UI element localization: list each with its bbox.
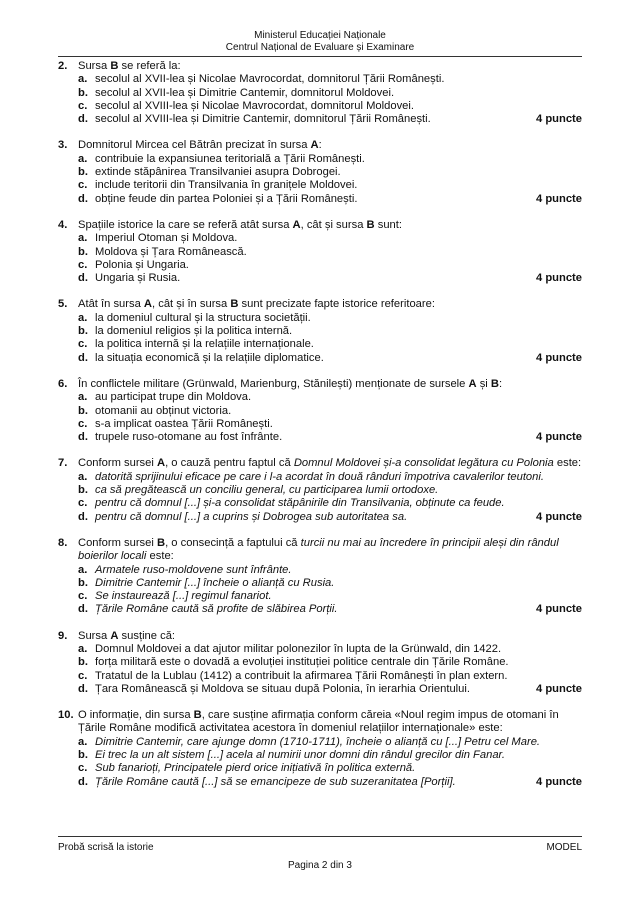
question-stem: [58, 457, 582, 470]
option-text: la domeniul religios și la politica internă.: [95, 325, 293, 338]
question-stem: [58, 60, 582, 73]
stem-segment: În conflictele militare (Grünwald, Marienburg, Stănilești) menționate de sursele: [78, 377, 469, 390]
stem-segment: Spațiile istorice la care se referă atât sursa: [78, 218, 293, 231]
answer-option[interactable]: [58, 471, 582, 484]
stem-segment: Sursa: [78, 629, 111, 642]
answer-option[interactable]: [58, 643, 582, 656]
question-number: 8.: [58, 536, 68, 549]
points-label: 4 puncte: [535, 603, 582, 616]
option-letter: a.: [78, 311, 88, 324]
option-text: Moldova și Țara Românească.: [95, 245, 247, 258]
question-number: 5.: [58, 298, 68, 311]
question-text: [78, 457, 582, 470]
question-stem: [58, 378, 582, 391]
option-letter: c.: [78, 258, 88, 271]
stem-segment: sunt:: [374, 218, 402, 231]
stem-segment: :: [498, 377, 503, 390]
question: [58, 60, 582, 126]
source-ref: B: [156, 536, 166, 549]
option-text: otomanii au obținut victoria.: [95, 404, 232, 417]
stem-segment: Conform sursei: [78, 457, 157, 470]
question-text: [78, 298, 582, 311]
option-letter: b.: [78, 749, 88, 762]
answer-option[interactable]: [58, 179, 582, 192]
option-text: Țările Române caută [...] să se emancipeze de sub suzeranitatea [Porții].: [95, 775, 456, 788]
option-letter: c.: [78, 497, 88, 510]
points-label: 4 puncte: [535, 113, 582, 126]
answer-option[interactable]: [58, 73, 582, 86]
option-letter: d.: [78, 272, 88, 285]
stem-segment: :: [318, 139, 322, 152]
option-letter: b.: [78, 576, 88, 589]
option-text: Ungaria și Rusia.: [95, 272, 181, 285]
question-text: [78, 537, 582, 564]
option-text: la politica internă și la relațiile internaționale.: [95, 338, 314, 351]
option-text: secolul al XVII-lea și Dimitrie Cantemir, domnitorul Moldovei.: [95, 86, 395, 99]
option-letter: b.: [78, 484, 88, 497]
points-label: 4 puncte: [535, 272, 582, 285]
option-letter: d.: [78, 192, 88, 205]
option-text: contribuie la expansiunea teritorială a Țării Românești.: [95, 152, 365, 165]
stem-segment: , care susține afirmația conform căreia «Noul regim impus de otomani în Țările Române modifică activitatea acestora în domeniul relațiilor internaționale» este:: [78, 709, 559, 735]
answer-option[interactable]: [58, 431, 582, 444]
option-text: Dimitrie Cantemir [...] încheie o alianță cu Rusia.: [95, 576, 335, 589]
source-ref: A: [110, 629, 119, 642]
question-text: [78, 60, 582, 73]
question-number: 7.: [58, 457, 68, 470]
option-text: Domnul Moldovei a dat ajutor militar polonezilor în lupta de la Grünwald, din 1422.: [95, 642, 502, 655]
answer-option[interactable]: [58, 153, 582, 166]
option-text: Tratatul de la Lublau (1412) a contribuit la afirmarea Țării Românești în plan extern.: [95, 669, 508, 682]
source-ref: A: [468, 377, 477, 390]
option-letter: d.: [78, 775, 88, 788]
stem-segment: O informație, din sursa: [78, 709, 194, 722]
option-letter: d.: [78, 510, 88, 523]
question: [58, 709, 582, 789]
stem-segment: susține că:: [118, 629, 176, 642]
answer-option[interactable]: [58, 736, 582, 749]
option-letter: d.: [78, 351, 88, 364]
question-stem: [58, 630, 582, 643]
option-letter: b.: [78, 325, 88, 338]
option-text: Imperiul Otoman și Moldova.: [95, 232, 238, 245]
option-letter: b.: [78, 245, 88, 258]
option-text: Țările Române caută să profite de slăbirea Porții.: [95, 603, 338, 616]
stem-segment: , o cauză pentru faptul că: [165, 457, 294, 470]
option-letter: c.: [78, 417, 88, 430]
points-label: 4 puncte: [535, 192, 582, 205]
option-text: la domeniul cultural și la structura societății.: [95, 311, 311, 324]
option-text: pentru că domnul [...] a cuprins și Dobrogea sub autoritatea sa.: [95, 510, 408, 523]
option-text: secolul al XVIII-lea și Nicolae Mavrocordat, domnitorul Moldovei.: [95, 99, 414, 112]
option-text: Polonia și Ungaria.: [95, 258, 189, 271]
source-ref: A: [292, 218, 301, 231]
answer-option[interactable]: [58, 564, 582, 577]
stem-segment: și: [476, 377, 491, 390]
option-letter: a.: [78, 73, 88, 86]
question-stem: [58, 709, 582, 736]
option-text: au participat trupe din Moldova.: [95, 391, 252, 404]
question: [58, 298, 582, 364]
option-letter: a.: [78, 642, 88, 655]
source-ref: B: [230, 298, 239, 311]
option-text: Ei trec la un alt sistem [...] acela al numirii unor domni din rândul grecilor din Fanar.: [95, 749, 505, 762]
answer-option[interactable]: [58, 246, 582, 259]
page-header: [0, 30, 640, 54]
option-letter: d.: [78, 603, 88, 616]
answer-option[interactable]: [58, 749, 582, 762]
option-letter: a.: [78, 735, 88, 748]
question: [58, 537, 582, 617]
answer-option[interactable]: [58, 683, 582, 696]
stem-segment: se referă la:: [118, 60, 181, 72]
question-number: 3.: [58, 139, 68, 152]
answer-option[interactable]: [58, 193, 582, 206]
option-text: pentru că domnul [...] și-a consolidat stăpânirile din Transilvania, obținute ca feude.: [95, 497, 505, 510]
header-divider: [58, 56, 582, 57]
question-stem: [58, 139, 582, 152]
footer-divider: [58, 836, 582, 837]
stem-segment: Domnitorul Mircea cel Bătrân precizat în sursa: [78, 139, 311, 152]
question-number: 4.: [58, 218, 68, 231]
question-text: [78, 219, 582, 232]
answer-option[interactable]: [58, 603, 582, 616]
answer-option[interactable]: [58, 312, 582, 325]
source-ref: A: [156, 457, 166, 470]
answer-option[interactable]: [58, 590, 582, 603]
option-letter: b.: [78, 656, 88, 669]
option-letter: b.: [78, 86, 88, 99]
stem-segment: Conform sursei: [78, 536, 157, 549]
answer-option[interactable]: [58, 762, 582, 775]
option-letter: c.: [78, 762, 88, 775]
option-letter: d.: [78, 113, 88, 126]
answer-option[interactable]: [58, 776, 582, 789]
stem-segment: este:: [553, 457, 582, 470]
question-text: [78, 630, 582, 643]
answer-option[interactable]: [58, 656, 582, 669]
option-text: Armatele ruso-moldovene sunt înfrânte.: [95, 563, 292, 576]
source-ref: B: [490, 377, 499, 390]
option-text: forța militară este o dovadă a evoluției instituției politice centrale din Țările Române.: [95, 656, 509, 669]
option-text: Dimitrie Cantemir, care ajunge domn (1710-1711), încheie o alianță cu [...] Petru cel Mare.: [95, 735, 541, 748]
stem-segment: sunt precizate fapte istorice referitoare:: [238, 298, 435, 311]
option-letter: a.: [78, 152, 88, 165]
source-ref: A: [143, 298, 153, 311]
question-number: 10.: [58, 709, 74, 722]
option-letter: c.: [78, 99, 88, 112]
option-letter: c.: [78, 590, 88, 603]
question: [58, 378, 582, 444]
question-stem: [58, 298, 582, 311]
option-text: trupele ruso-otomane au fost înfrânte.: [95, 431, 283, 444]
answer-option[interactable]: [58, 418, 582, 431]
stem-segment: Atât în sursa: [78, 298, 144, 311]
question: [58, 457, 582, 523]
question-number: 2.: [58, 60, 68, 72]
option-text: Țara Românească și Moldova se situau după Polonia, în ierarhia Orientului.: [95, 682, 470, 695]
question-stem: [58, 537, 582, 564]
option-letter: d.: [78, 431, 88, 444]
source-ref: A: [310, 139, 319, 152]
option-letter: d.: [78, 682, 88, 695]
answer-option[interactable]: [58, 272, 582, 285]
option-letter: a.: [78, 391, 88, 404]
question-number: 6.: [58, 377, 68, 390]
points-label: 4 puncte: [535, 351, 582, 364]
option-letter: a.: [78, 232, 88, 245]
answer-option[interactable]: [58, 232, 582, 245]
stem-segment: este:: [146, 550, 174, 563]
footer-model: MODEL: [546, 842, 582, 853]
stem-segment: , cât și în sursa: [152, 298, 231, 311]
page-number: Pagina 2 din 3: [288, 860, 352, 871]
question: [58, 139, 582, 205]
option-letter: a.: [78, 563, 88, 576]
option-letter: c.: [78, 179, 88, 192]
points-label: 4 puncte: [535, 682, 582, 695]
questions-list: [58, 60, 582, 802]
answer-option[interactable]: [58, 166, 582, 179]
option-text: la situația economică și la relațiile diplomatice.: [95, 351, 324, 364]
answer-option[interactable]: [58, 391, 582, 404]
answer-option[interactable]: [58, 100, 582, 113]
question-number: 9.: [58, 629, 68, 642]
stem-segment: , o consecință a faptului că: [165, 536, 301, 549]
source-ref: B: [193, 709, 202, 722]
question-text: [78, 709, 582, 736]
answer-option[interactable]: [58, 259, 582, 272]
source-ref: B: [110, 60, 119, 72]
points-label: 4 puncte: [535, 510, 582, 523]
answer-option[interactable]: [58, 87, 582, 100]
stem-segment: Sursa: [78, 60, 111, 72]
option-letter: c.: [78, 338, 88, 351]
option-letter: c.: [78, 669, 88, 682]
answer-option[interactable]: [58, 670, 582, 683]
question: [58, 219, 582, 285]
option-text: obține feude din partea Poloniei și a Țării Românești.: [95, 192, 358, 205]
answer-option[interactable]: [58, 511, 582, 524]
quoted-text: Domnul Moldovei și-a consolidat legătura cu Polonia: [293, 457, 554, 470]
center-name: Centrul Național de Evaluare și Examinare: [225, 42, 415, 53]
answer-option[interactable]: [58, 405, 582, 418]
answer-option[interactable]: [58, 338, 582, 351]
answer-option[interactable]: [58, 577, 582, 590]
option-text: datorită sprijinului eficace pe care i l-a acordat în două rânduri împotriva cavalerilor teutoni.: [95, 470, 544, 483]
option-text: secolul al XVII-lea și Nicolae Mavrocordat, domnitorul Țării Românești.: [95, 73, 445, 86]
option-letter: b.: [78, 404, 88, 417]
answer-option[interactable]: [58, 113, 582, 126]
option-text: include teritorii din Transilvania în granițele Moldovei.: [95, 179, 358, 192]
question: [58, 630, 582, 696]
option-letter: a.: [78, 470, 88, 483]
answer-option[interactable]: [58, 325, 582, 338]
option-text: extinde stăpânirea Transilvaniei asupra Dobrogei.: [95, 166, 341, 179]
stem-segment: , cât și sursa: [300, 218, 367, 231]
option-text: secolul al XVIII-lea și Dimitrie Cantemir, domnitorul Țării Românești.: [95, 113, 431, 126]
ministry-name: Ministerul Educației Naționale: [254, 30, 386, 41]
answer-option[interactable]: [58, 497, 582, 510]
question-text: [78, 139, 582, 152]
answer-option[interactable]: [58, 352, 582, 365]
question-stem: [58, 219, 582, 232]
option-text: ca să pregătească un conciliu general, cu participarea lumii ortodoxe.: [95, 484, 439, 497]
points-label: 4 puncte: [535, 775, 582, 788]
option-text: Sub fanarioți, Principatele pierd orice inițiativă în politica externă.: [95, 762, 416, 775]
option-text: Se instaurează [...] regimul fanariot.: [95, 590, 272, 603]
answer-option[interactable]: [58, 484, 582, 497]
option-letter: b.: [78, 166, 88, 179]
footer-subject: Probă scrisă la istorie: [58, 842, 154, 853]
option-text: s-a implicat oastea Țării Românești.: [95, 417, 273, 430]
source-ref: B: [366, 218, 375, 231]
points-label: 4 puncte: [535, 431, 582, 444]
question-text: [78, 378, 582, 391]
quoted-text: turcii nu mai au încredere în principii aleși din rândul boierilor locali: [78, 536, 559, 563]
